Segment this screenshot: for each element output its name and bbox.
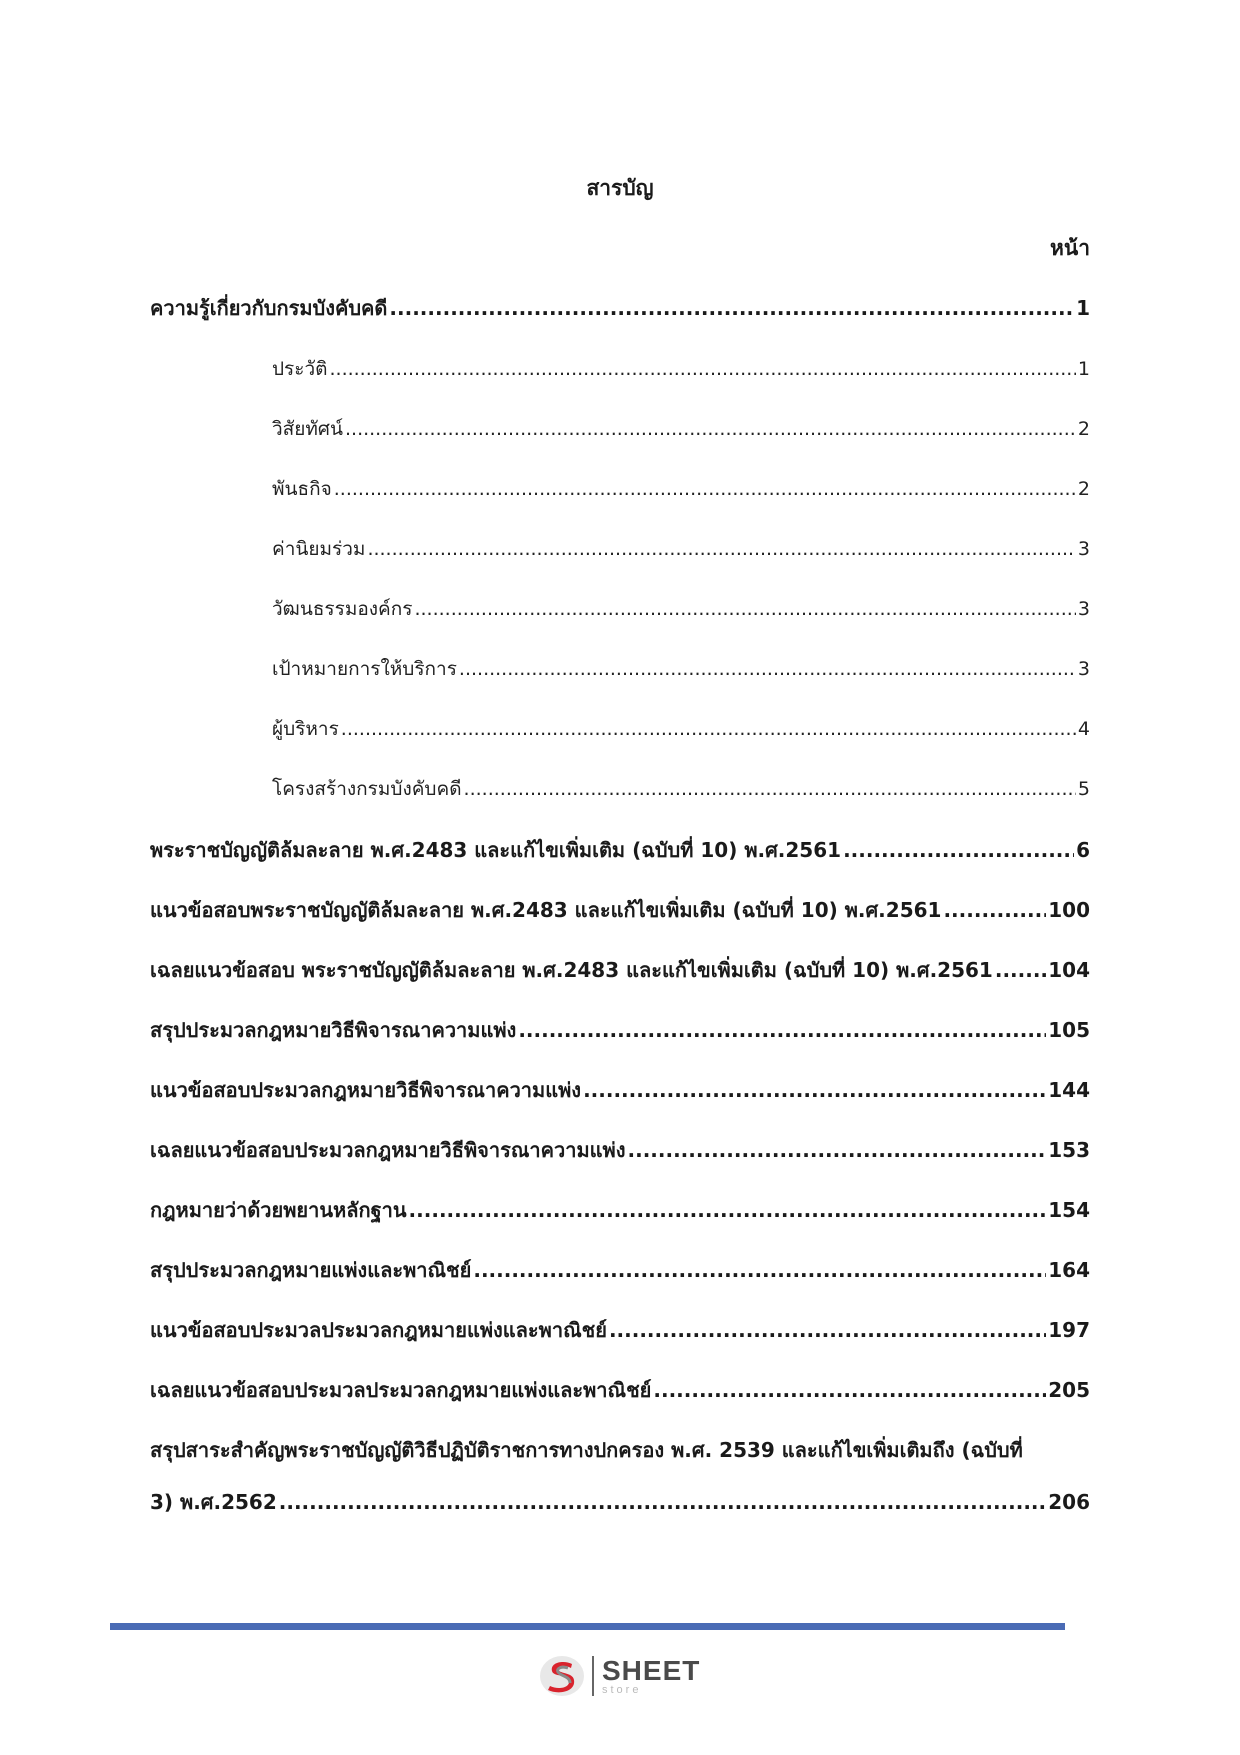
toc-entry[interactable]	[150, 1374, 1090, 1406]
toc-entry[interactable]	[150, 1134, 1090, 1166]
toc-entry-title-line1: สรุปสาระสำคัญพระราชบัญญัติวิธีปฏิบัติราชการทางปกครอง พ.ศ. 2539 และแก้ไขเพิ่มเติมถึง (ฉบับที่	[150, 1438, 1023, 1462]
toc-subentry-page: 2	[1077, 478, 1090, 500]
logo-wordmark: SHEET	[602, 1654, 701, 1686]
toc-leader-dots	[995, 958, 1046, 982]
toc-leader-dots	[367, 538, 1075, 560]
toc-entry[interactable]	[150, 1014, 1090, 1046]
toc-leader-dots	[653, 1378, 1046, 1402]
toc-entry-title: เฉลยแนวข้อสอบ พระราชบัญญัติล้มละลาย พ.ศ.2483 และแก้ไขเพิ่มเติม (ฉบับที่ 10) พ.ศ.2561	[150, 958, 993, 982]
toc-entry-page: 100	[1048, 898, 1090, 922]
toc-subentry-title: โครงสร้างกรมบังคับคดี	[272, 778, 462, 800]
toc-leader-dots	[341, 718, 1076, 740]
toc-subentry-page: 1	[1077, 358, 1090, 380]
toc-subentry-page: 3	[1077, 658, 1090, 680]
logo-separator	[592, 1656, 594, 1696]
toc-subentry-title: ผู้บริหาร	[272, 718, 339, 740]
toc-leader-dots	[943, 898, 1046, 922]
toc-entry-page: 206	[1048, 1490, 1090, 1514]
toc-entry[interactable]	[150, 1314, 1090, 1346]
toc-subentry[interactable]	[272, 534, 1090, 564]
toc-leader-dots	[389, 296, 1074, 320]
toc-leader-dots	[334, 478, 1076, 500]
toc-subentry-page: 2	[1077, 418, 1090, 440]
sheet-store-logo	[538, 1650, 708, 1702]
toc-leader-dots	[345, 418, 1076, 440]
toc-entry[interactable]	[150, 1074, 1090, 1106]
toc-subentry[interactable]	[272, 474, 1090, 504]
toc-entry-title: เฉลยแนวข้อสอบประมวลกฎหมายวิธีพิจารณาความแพ่ง	[150, 1138, 626, 1162]
toc-leader-dots	[843, 838, 1074, 862]
toc-subentry-title: วัฒนธรรมองค์กร	[272, 598, 413, 620]
toc-entry-title: ความรู้เกี่ยวกับกรมบังคับคดี	[150, 296, 388, 320]
page-title: สารบัญ	[586, 176, 654, 200]
toc-entry-title-line2: 3) พ.ศ.2562	[150, 1490, 277, 1514]
toc-entry-page: 105	[1048, 1018, 1090, 1042]
toc-subentry-page: 4	[1077, 718, 1090, 740]
toc-leader-dots	[459, 658, 1076, 680]
toc-leader-dots	[609, 1318, 1046, 1342]
toc-leader-dots	[464, 778, 1076, 800]
toc-entry-multiline[interactable]	[150, 1434, 1090, 1518]
toc-subentry-title: ค่านิยมร่วม	[272, 538, 366, 560]
toc-subentry-page: 5	[1077, 778, 1090, 800]
toc-entry[interactable]	[150, 1194, 1090, 1226]
toc-subentry-title: วิสัยทัศน์	[272, 418, 343, 440]
toc-entry-page: 154	[1048, 1198, 1090, 1222]
toc-subentry-page: 3	[1077, 598, 1090, 620]
toc-subentry[interactable]	[272, 414, 1090, 444]
toc-entry-page: 1	[1076, 296, 1090, 320]
toc-entry-page: 144	[1048, 1078, 1090, 1102]
toc-entry[interactable]	[150, 834, 1090, 866]
toc-entry-title: พระราชบัญญัติล้มละลาย พ.ศ.2483 และแก้ไขเพิ่มเติม (ฉบับที่ 10) พ.ศ.2561	[150, 838, 842, 862]
toc-entry-title: แนวข้อสอบประมวลประมวลกฎหมายแพ่งและพาณิชย์	[150, 1318, 607, 1342]
toc-leader-dots	[518, 1018, 1046, 1042]
toc-subentry[interactable]	[272, 594, 1090, 624]
toc-subentry[interactable]	[272, 654, 1090, 684]
toc-subentry-title: พันธกิจ	[272, 478, 332, 500]
toc-subentry[interactable]	[272, 354, 1090, 384]
sheet-store-logo-mark-icon	[538, 1652, 586, 1700]
logo-subtext: store	[602, 1683, 642, 1696]
toc-entry-title: สรุปประมวลกฎหมายแพ่งและพาณิชย์	[150, 1258, 472, 1282]
toc-entry[interactable]	[150, 292, 1090, 324]
toc-leader-dots	[414, 598, 1075, 620]
toc-entry-page: 6	[1076, 838, 1090, 862]
toc-entry[interactable]	[150, 894, 1090, 926]
toc-subentry[interactable]	[272, 714, 1090, 744]
toc-entry[interactable]	[150, 1254, 1090, 1286]
toc-entry[interactable]	[150, 954, 1090, 986]
toc-entry-title: เฉลยแนวข้อสอบประมวลประมวลกฎหมายแพ่งและพาณิชย์	[150, 1378, 652, 1402]
toc-leader-dots	[473, 1258, 1046, 1282]
toc-entry-title: กฎหมายว่าด้วยพยานหลักฐาน	[150, 1198, 407, 1222]
toc-entry-title: สรุปประมวลกฎหมายวิธีพิจารณาความแพ่ง	[150, 1018, 517, 1042]
toc-leader-dots	[583, 1078, 1046, 1102]
toc-subentry-title: เป้าหมายการให้บริการ	[272, 658, 457, 680]
toc-leader-dots	[329, 358, 1075, 380]
toc-subentry-page: 3	[1077, 538, 1090, 560]
toc-leader-dots	[279, 1490, 1046, 1514]
toc-entry-page: 104	[1048, 958, 1090, 982]
toc-entry-title: แนวข้อสอบพระราชบัญญัติล้มละลาย พ.ศ.2483 และแก้ไขเพิ่มเติม (ฉบับที่ 10) พ.ศ.2561	[150, 898, 942, 922]
footer-rule	[110, 1623, 1065, 1630]
toc-entry-page: 164	[1048, 1258, 1090, 1282]
toc-leader-dots	[628, 1138, 1047, 1162]
toc-entry-page: 153	[1048, 1138, 1090, 1162]
toc-entry-title: แนวข้อสอบประมวลกฎหมายวิธีพิจารณาความแพ่ง	[150, 1078, 582, 1102]
page-column-header: หน้า	[1050, 236, 1090, 260]
toc-subentry[interactable]	[272, 774, 1090, 804]
toc-leader-dots	[409, 1198, 1047, 1222]
toc-entry-page: 205	[1048, 1378, 1090, 1402]
toc-subentry-title: ประวัติ	[272, 358, 328, 380]
toc-entry-page: 197	[1048, 1318, 1090, 1342]
